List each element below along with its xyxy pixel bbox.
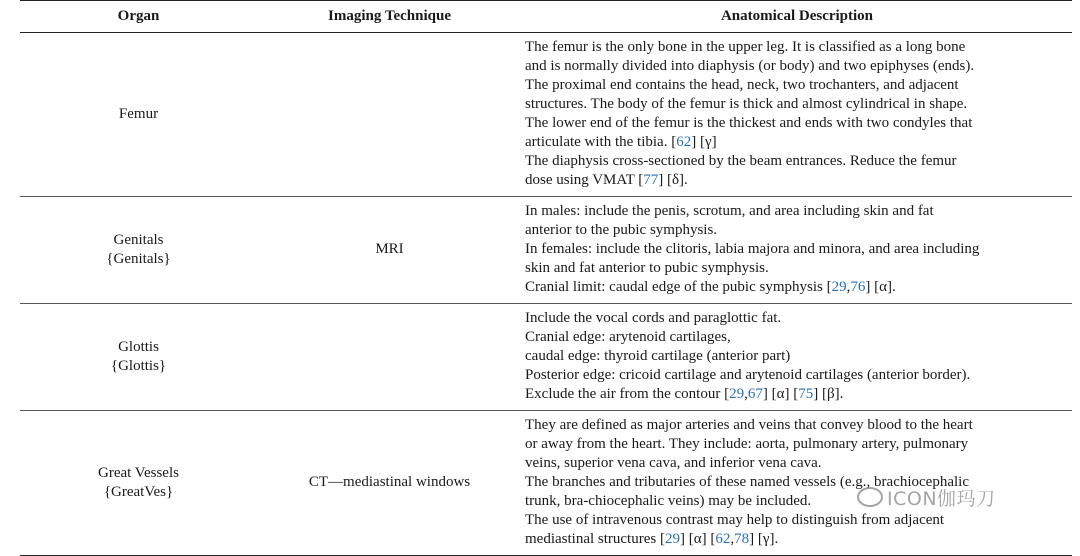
description-line: veins, superior vena cava, and inferior vena cava. (525, 455, 822, 471)
description-line: Cranial edge: arytenoid cartilages, (525, 329, 731, 345)
description-line: Posterior edge: cricoid cartilage and arytenoid cartilages (anterior border). (525, 367, 971, 383)
watermark-text: ICON伽玛刀 (887, 488, 996, 510)
description-line: The diaphysis cross-sectioned by the beam entrances. Reduce the femur (525, 153, 957, 169)
header-anatomical-description: Anatomical Description (522, 1, 1072, 33)
table-row-glottis (20, 304, 1072, 411)
description-line: structures. The body of the femur is thick and almost cylindrical in shape. (525, 96, 968, 112)
anatomy-table (20, 0, 1072, 556)
watermark (857, 484, 996, 511)
technique-cell: CT—mediastinal windows (257, 411, 522, 556)
citation-link[interactable]: 77 (643, 172, 659, 188)
description-line: The use of intravenous contrast may help to distinguish from adjacent (525, 512, 945, 528)
description-line: and is normally divided into diaphysis (or body) and two epiphyses (ends). (525, 58, 975, 74)
organ-cell (20, 411, 257, 556)
description-cell (522, 411, 1072, 556)
description-line: In males: include the penis, scrotum, and area including skin and fat (525, 203, 934, 219)
description-line: caudal edge: thyroid cartilage (anterior part) (525, 348, 791, 364)
technique-cell (257, 33, 522, 197)
organ-cell (20, 304, 257, 411)
technique-cell (257, 304, 522, 411)
description-line: articulate with the tibia. [62] [γ] (525, 134, 717, 150)
organ-tag: {Genitals} (106, 250, 171, 267)
table-row-great-vessels (20, 411, 1072, 556)
organ-name: Glottis (118, 338, 159, 355)
description-line: mediastinal structures [29] [α] [62,78] [γ]. (525, 531, 779, 547)
description-line: trunk, bra-chiocephalic veins) may be included. (525, 493, 812, 509)
citation-link[interactable]: 29 (729, 386, 745, 402)
description-line: The femur is the only bone in the upper leg. It is classified as a long bone (525, 39, 966, 55)
citation-link[interactable]: 76 (850, 279, 866, 295)
description-line: The proximal end contains the head, neck, two trochanters, and adjacent (525, 77, 959, 93)
description-line: anterior to the pubic symphysis. (525, 222, 718, 238)
description-line: Exclude the air from the contour [29,67] [α] [75] [β]. (525, 386, 844, 402)
organ-tag: {GreatVes} (103, 483, 174, 500)
description-line: skin and fat anterior to pubic symphysis. (525, 260, 769, 276)
citation-link[interactable]: 78 (734, 531, 750, 547)
description-cell (522, 197, 1072, 304)
header-imaging-technique: Imaging Technique (257, 1, 522, 33)
description-line: They are defined as major arteries and veins that convey blood to the heart (525, 417, 973, 433)
citation-link[interactable]: 29 (664, 531, 680, 547)
description-cell (522, 33, 1072, 197)
wechat-logo-icon (857, 487, 883, 507)
description-line: The lower end of the femur is the thickest and ends with two condyles that (525, 115, 973, 131)
organ-cell (20, 197, 257, 304)
description-line: Cranial limit: caudal edge of the pubic symphysis [29,76] [α]. (525, 279, 896, 295)
description-line: dose using VMAT [77] [δ]. (525, 172, 688, 188)
organ-name: Great Vessels (98, 464, 179, 481)
table-row-femur (20, 33, 1072, 197)
description-line: In females: include the clitoris, labia majora and minora, and area including (525, 241, 980, 257)
citation-link[interactable]: 67 (747, 386, 763, 402)
description-cell (522, 304, 1072, 411)
organ-name: Genitals (113, 231, 164, 248)
citation-link[interactable]: 75 (798, 386, 814, 402)
citation-link[interactable]: 62 (676, 134, 692, 150)
header-organ: Organ (20, 1, 257, 33)
description-line: The branches and tributaries of these named vessels (e.g., brachiocephalic (525, 474, 969, 490)
organ-tag: {Glottis} (110, 357, 167, 374)
organ-name: Femur (118, 105, 159, 122)
table-header-row (20, 1, 1072, 33)
description-line: or away from the heart. They include: aorta, pulmonary artery, pulmonary (525, 436, 969, 452)
description-line: Include the vocal cords and paraglottic fat. (525, 310, 782, 326)
citation-link[interactable]: 62 (715, 531, 731, 547)
technique-cell: MRI (257, 197, 522, 304)
table-row-genitals (20, 197, 1072, 304)
organ-cell (20, 33, 257, 197)
citation-link[interactable]: 29 (831, 279, 847, 295)
